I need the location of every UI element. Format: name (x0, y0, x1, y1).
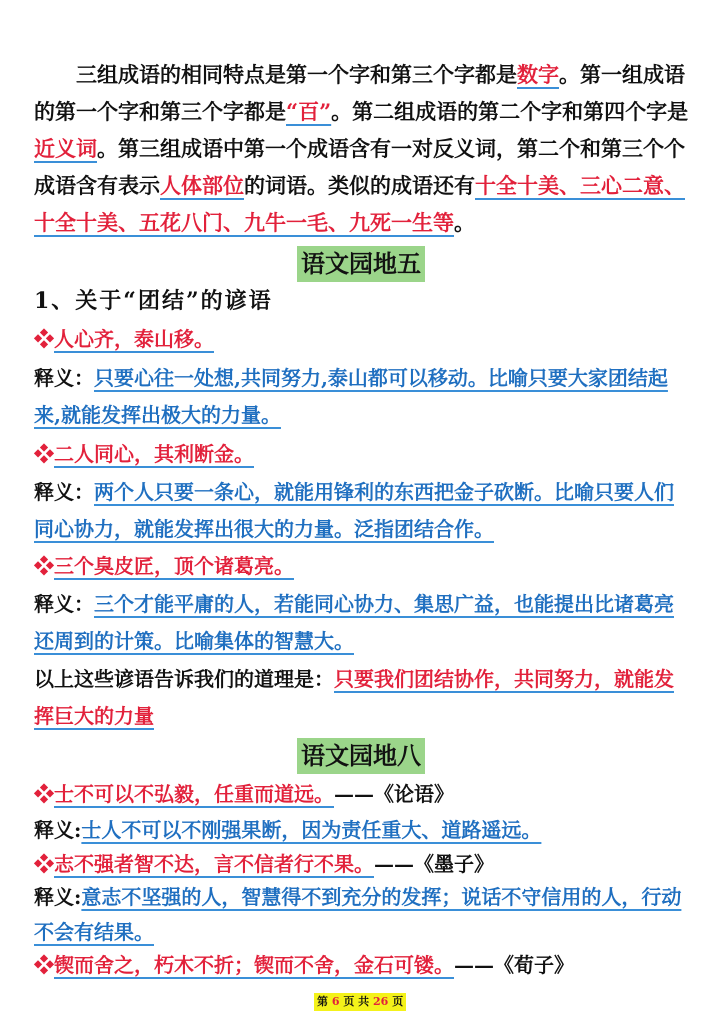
proverb-meaning (34, 360, 690, 434)
proverb-item (34, 436, 690, 472)
intro-text-6: 。 (454, 210, 475, 235)
footer-text: 页 (392, 995, 404, 1008)
proverb-item (34, 321, 690, 357)
proverb-meaning (34, 880, 690, 950)
intro-paragraph (34, 56, 690, 241)
proverb-item (34, 947, 690, 983)
subheading-unity-proverbs: 1、关于“团结”的谚语 (34, 288, 273, 314)
proverb-item (34, 548, 690, 584)
meaning-text: 意志不坚强的人，智慧得不到充分的发挥；说话不守信用的人，行动不会有结果。 (34, 885, 682, 944)
proverb-item (34, 846, 690, 882)
intro-text-1: 三组成语的相同特点是第一个字和第三个字都是 (76, 62, 517, 87)
diamond-bullet-icon: ❖ (34, 442, 54, 466)
intro-text-3: 。第二组成语的第二个字和第四个字是 (331, 99, 689, 124)
proverb-saying: 人心齐，泰山移。 (54, 327, 214, 351)
diamond-bullet-icon: ❖ (34, 327, 54, 351)
intro-text-4: 。第三组成语中第一个成语含有一对反义词，第二个和第三个个成语含有表示 (34, 136, 685, 198)
meaning-text: 两个人只要一条心，就能用锋利的东西把金子砍断。比喻只要人们同心协力，就能发挥出很大的力量。泛指团结合作。 (34, 480, 674, 541)
summary-prefix: 以上这些谚语告诉我们的道理是： (34, 667, 334, 691)
intro-text-5: 的词语。类似的成语还有 (244, 173, 475, 198)
meaning-text: 三个才能平庸的人，若能同心协力、集思广益，也能提出比诸葛亮还周到的计策。比喻集体的智慧大。 (34, 592, 674, 653)
meaning-label: 释义： (34, 480, 94, 504)
summary-paragraph (34, 661, 690, 735)
proverb-source: ——《墨子》 (374, 852, 494, 876)
diamond-bullet-icon: ❖ (34, 953, 54, 977)
proverb-saying: 二人同心，其利断金。 (54, 442, 254, 466)
proverb-meaning (34, 474, 690, 548)
diamond-bullet-icon: ❖ (34, 554, 54, 578)
proverb-saying: 志不强者智不达，言不信者行不果。 (54, 852, 374, 876)
intro-highlight-digits: 数字 (517, 62, 559, 87)
meaning-label: 释义： (34, 366, 94, 390)
intro-highlight-body-part: 人体部位 (160, 173, 244, 198)
proverb-saying: 锲而舍之，朽木不折；锲而不舍，金石可镂。 (54, 953, 454, 977)
meaning-label: 释义： (34, 592, 94, 616)
footer-text: 页 共 (343, 995, 370, 1008)
proverb-source: ——《荀子》 (454, 953, 574, 977)
total-page-count: 26 (373, 995, 389, 1008)
proverb-item (34, 776, 690, 812)
proverb-saying: 三个臭皮匠，顶个诸葛亮。 (54, 554, 294, 578)
meaning-label: 释义: (34, 885, 82, 909)
intro-text-2: 。第一组成语的第一个字和第三个字都是 (34, 62, 685, 124)
diamond-bullet-icon: ❖ (34, 782, 54, 806)
proverb-meaning (34, 812, 690, 848)
meaning-label: 释义: (34, 818, 82, 842)
footer-text: 第 (317, 995, 328, 1008)
current-page-number: 6 (331, 995, 340, 1008)
intro-highlight-hundred: “百” (286, 99, 332, 124)
meaning-text: 士人不可以不刚强果断，因为责任重大、道路遥远。 (81, 818, 542, 842)
summary-text: 只要我们团结协作，共同努力，就能发挥巨大的力量 (34, 667, 674, 728)
section-title-eight: 语文园地八 (297, 738, 425, 774)
proverb-meaning (34, 586, 690, 660)
intro-highlight-synonym: 近义词 (34, 136, 97, 161)
proverb-source: ——《论语》 (334, 782, 454, 806)
meaning-text: 只要心往一处想,共同努力,泰山都可以移动。比喻只要大家团结起来,就能发挥出极大的力量。 (34, 366, 668, 427)
diamond-bullet-icon: ❖ (34, 852, 54, 876)
intro-highlight-examples: 十全十美、三心二意、十全十美、五花八门、九牛一毛、九死一生等 (34, 173, 685, 235)
page-number-footer (314, 993, 406, 1011)
proverb-saying: 士不可以不弘毅，任重而道远。 (54, 782, 334, 806)
section-title-five: 语文园地五 (297, 246, 425, 282)
